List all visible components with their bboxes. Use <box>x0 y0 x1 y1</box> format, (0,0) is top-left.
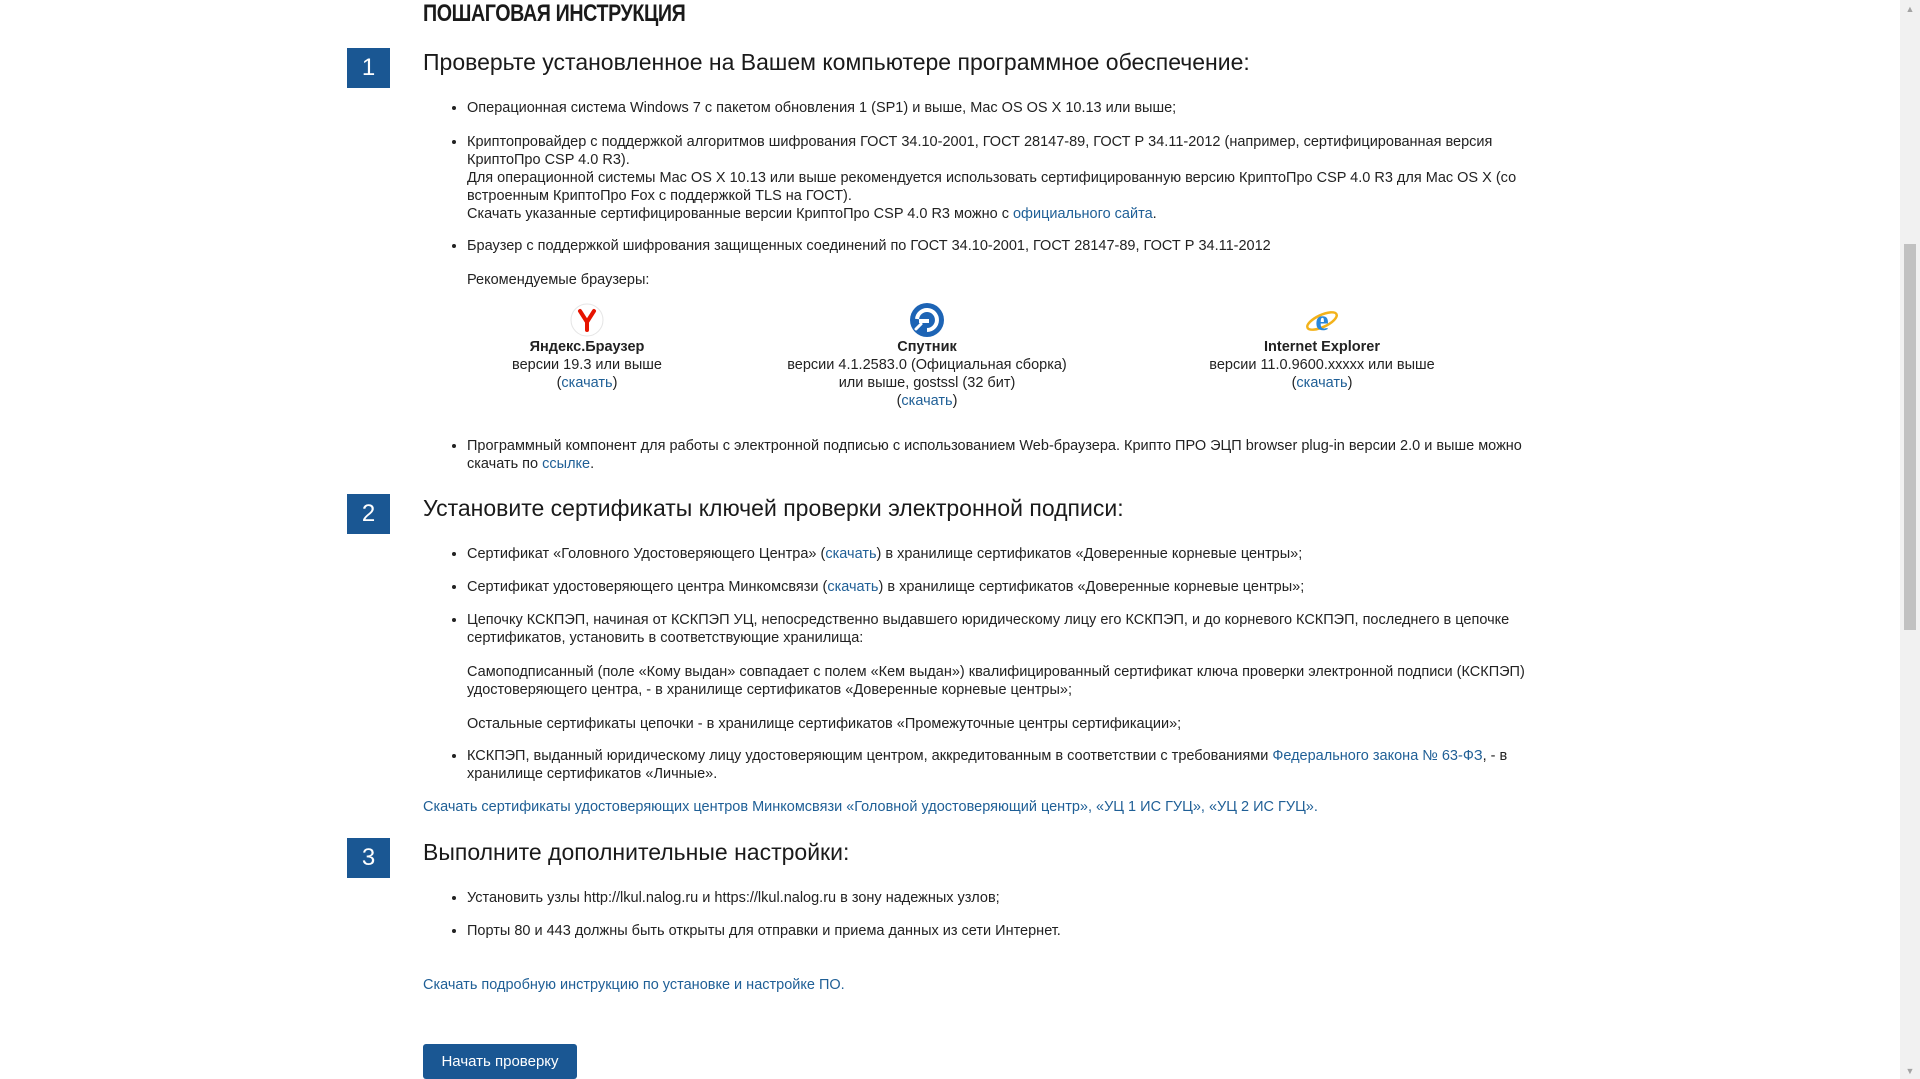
step-2-list-chain <box>423 611 1527 733</box>
download-ie-link[interactable]: скачать <box>1296 375 1348 391</box>
step-1-badge: 1 <box>347 48 390 88</box>
list-item-cert-minkomsvyaz: • Сертификат удостоверяющего центра Минкомсвязи (скачать) в хранилище сертификатов «Доверенные корневые центры»; <box>467 578 1527 596</box>
list-item-legal: • КСКПЭП, выданный юридическому лицу удостоверяющим центром, аккредитованным в соответствии с требованиями Федерального закона № 63-ФЗ, - в хранилище сертификатов «Личные». <box>467 747 1527 783</box>
step-3-list-nodes <box>423 889 1527 907</box>
official-site-link[interactable]: официального сайта <box>1012 206 1153 222</box>
crypto-text-1: • Криптопровайдер с поддержкой алгоритмов шифрования ГОСТ 34.10-2001, ГОСТ 28147-89, ГОСТ Р 34.11-2012 (например, сертифицированная версия КриптоПро CSP 4.0 R3). <box>467 134 1493 168</box>
plugin-link[interactable]: ссылке <box>542 456 591 472</box>
svg-text:e: e <box>1315 304 1329 337</box>
browser-version-2: или выше, gostssl (32 бит) <box>838 375 1016 391</box>
step-1-title: Проверьте установленное на Вашем компьютере программное обеспечение: <box>423 49 1250 75</box>
list-item-browser: • Браузер с поддержкой шифрования защищенных соединений по ГОСТ 34.10-2001, ГОСТ 28147-89, ГОСТ Р 34.11-2012 Рекомендуемые браузеры: <box>467 237 1527 289</box>
browser-ie: e Internet Explorer версии 11.0.9600.xxxxx или выше (скачать) <box>1177 302 1467 392</box>
step-2-title: Установите сертификаты ключей проверки электронной подписи: <box>423 495 1124 521</box>
list-item-cert-head: • Сертификат «Головного Удостоверяющего Центра» (скачать) в хранилище сертификатов «Доверенные корневые центры»; <box>467 545 1527 563</box>
internet-explorer-logo-icon <box>1304 302 1340 338</box>
download-instruction-link[interactable]: Скачать подробную инструкцию по установке и настройке ПО. <box>423 977 845 993</box>
chain-paragraph-1: Самоподписанный (поле «Кому выдан» совпадает с полем «Кем выдан») квалифицированный сертификат ключа проверки электронной подписи (КСКПЭП) удостоверяющего центра, - в хранилище сертификатов «Доверенные корневые центры»; <box>467 664 1525 698</box>
step-1-list-browser <box>423 237 1527 289</box>
list-item-nodes: • Установить узлы http://lkul.nalog.ru и https://lkul.nalog.ru в зону надежных узлов; <box>467 889 1527 907</box>
crypto-text-2: Для операционной системы Mac OS X 10.13 или выше рекомендуется использовать сертифицированную версию КриптоПро CSP 4.0 R3 для Mac OS X (со встроенным КриптоПро Fox с поддержкой TLS на ГОСТ). <box>467 170 1517 204</box>
download-minkomsvyaz-cert-link[interactable]: скачать <box>827 579 879 595</box>
step-3-badge: 3 <box>347 838 390 878</box>
list-item-os: • Операционная система Windows 7 с пакетом обновления 1 (SP1) и выше, Mac OS OS X 10.13 или выше; <box>467 99 1527 117</box>
recommended-browsers-label: Рекомендуемые браузеры: <box>467 272 650 288</box>
chain-paragraph-2: Остальные сертификаты цепочки - в хранилище сертификатов «Промежуточные центры сертификации»; <box>467 716 1182 732</box>
step-1-list-crypto <box>423 133 1527 223</box>
step-2-list-legal <box>423 747 1527 783</box>
browser-name: Спутник <box>897 339 957 355</box>
step-3-list-ports <box>423 922 1527 940</box>
download-sputnik-link[interactable]: скачать <box>901 393 953 409</box>
step-2-list-cert2 <box>423 578 1527 596</box>
scroll-down-arrow-icon[interactable]: ▼ <box>1905 1065 1915 1076</box>
list-item-plugin: • Программный компонент для работы с электронной подписью с использованием Web-браузера. Крипто ПРО ЭЦП browser plug-in версии 2.0 и выше можно скачать по ссылке. <box>467 437 1527 473</box>
step-2-badge: 2 <box>347 494 390 534</box>
step-1-list-plugin <box>423 437 1527 473</box>
browser-version: версии 4.1.2583.0 (Официальная сборка) <box>787 357 1067 373</box>
scroll-up-arrow-icon[interactable]: ▲ <box>1905 3 1915 14</box>
browser-version: версии 19.3 или выше <box>512 357 662 373</box>
browser-yandex: Яндекс.Браузер версии 19.3 или выше (скачать) <box>467 302 707 392</box>
browser-name: Internet Explorer <box>1263 339 1381 355</box>
step-3-title: Выполните дополнительные настройки: <box>423 839 850 865</box>
vertical-scrollbar[interactable] <box>1900 0 1920 1079</box>
browser-name: Яндекс.Браузер <box>529 339 645 355</box>
browser-version: версии 11.0.9600.xxxxx или выше <box>1209 357 1435 373</box>
list-item-crypto <box>467 133 1527 223</box>
browser-list <box>467 302 1467 422</box>
federal-law-link[interactable]: Федерального закона № 63-ФЗ <box>1272 748 1483 764</box>
download-head-cert-link[interactable]: скачать <box>825 546 877 562</box>
sputnik-logo-icon <box>909 302 945 338</box>
page-title: ПОШАГОВАЯ ИНСТРУКЦИЯ <box>423 0 686 27</box>
step-2-list-cert1 <box>423 545 1527 563</box>
list-item-ports: • Порты 80 и 443 должны быть открыты для отправки и приема данных из сети Интернет. <box>467 922 1527 940</box>
start-check-button[interactable]: Начать проверку <box>423 1044 577 1079</box>
step-1-list <box>423 99 1527 117</box>
crypto-text-3: Скачать указанные сертифицированные версии КриптоПро CSP 4.0 R3 можно с официального сайта. <box>467 206 1157 222</box>
download-yandex-link[interactable]: скачать <box>561 375 613 391</box>
list-item-chain: • Цепочку КСКПЭП, начиная от КСКПЭП УЦ, непосредственно выдавшего юридическому лицу его КСКПЭП, и до корневого КСКПЭП, последнего в цепочке сертификатов, установить в соответствующие хранилища: Самоподписанный (поле «Кому выдан» совпадает с полем «Кем выдан») квалифицированный сертификат ключа проверки электронной подписи (КСКПЭП) удостоверяющего центра, - в хранилище сертификатов «Доверенные корневые центры»; Остальные сертификаты цепочки - в хранилище сертификатов «Промежуточные центры сертификации»; <box>467 611 1527 733</box>
browser-sputnik: Спутник версии 4.1.2583.0 (Официальная сборка) или выше, gostssl (32 бит) (скачать) <box>757 302 1097 410</box>
yandex-logo-icon <box>569 302 605 338</box>
download-all-certs-link[interactable]: Скачать сертификаты удостоверяющих центров Минкомсвязи «Головной удостоверяющий центр», «УЦ 1 ИС ГУЦ», «УЦ 2 ИС ГУЦ». <box>423 799 1318 815</box>
scrollbar-thumb[interactable] <box>1904 244 1916 630</box>
